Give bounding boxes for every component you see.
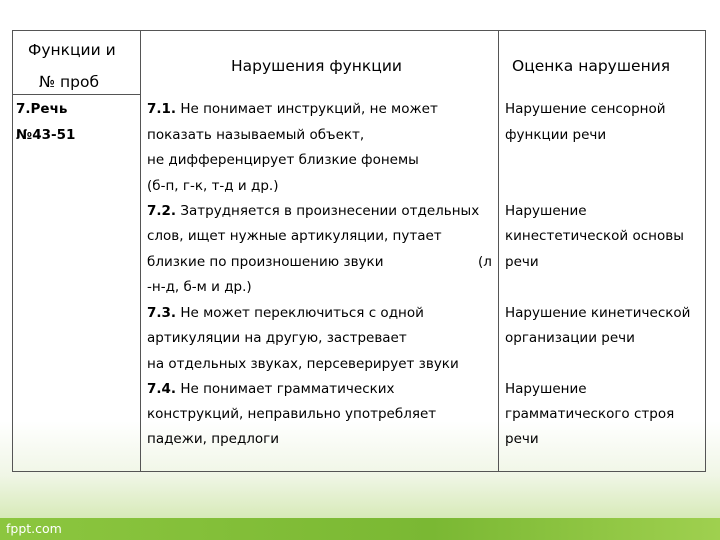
assessment-text: организации речи [505, 330, 635, 346]
impairment-text: (б-п, г-к, т-д и др.) [147, 178, 279, 194]
assessment-text: речи [505, 254, 539, 270]
header-functions: Функции и [28, 41, 116, 59]
impairment-text: -н-д, б-м и др.) [147, 279, 252, 295]
impairment-text: показать называемый объект, [147, 127, 365, 143]
table-row [147, 203, 479, 219]
impairment-text: Не может переключиться с одной [180, 305, 424, 321]
header-impairments: Нарушения функции [231, 57, 402, 75]
row-number: 7.1. [147, 101, 177, 117]
function-name: 7.Речь [16, 101, 68, 117]
footer-bar [0, 518, 720, 540]
impairment-text: Не понимает грамматических [180, 381, 395, 397]
header-divider [13, 94, 141, 95]
impairment-text: на отдельных звуках, персеверирует звуки [147, 356, 459, 372]
assessment-text: речи [505, 431, 539, 447]
row-number: 7.2. [147, 203, 177, 219]
watermark: fppt.com [6, 521, 62, 536]
assessment-text: Нарушение [505, 381, 587, 397]
assessment-text: Нарушение сенсорной [505, 101, 666, 117]
row-number: 7.4. [147, 381, 177, 397]
header-tests: № проб [39, 73, 100, 91]
table-row [147, 381, 395, 397]
column-divider [498, 31, 499, 471]
impairment-text: конструкций, неправильно употребляет [147, 406, 437, 422]
column-divider [140, 31, 141, 471]
assessment-text: кинестетической основы [505, 228, 684, 244]
header-assessment: Оценка нарушения [512, 57, 671, 75]
assessment-text: функции речи [505, 127, 607, 143]
assessment-text: Нарушение кинетической [505, 305, 691, 321]
assessment-text: Нарушение [505, 203, 587, 219]
impairment-text: (л [478, 254, 492, 270]
impairment-text: близкие по произношению звуки [147, 254, 384, 270]
impairment-text: Затрудняется в произнесении отдельных [180, 203, 480, 219]
table-row [147, 305, 424, 321]
row-number: 7.3. [147, 305, 177, 321]
impairment-table [12, 30, 706, 472]
test-numbers: №43-51 [16, 127, 76, 143]
impairment-text: Не понимает инструкций, не может [180, 101, 438, 117]
impairment-text: падежи, предлоги [147, 431, 280, 447]
assessment-text: грамматического строя [505, 406, 675, 422]
impairment-text: не дифференцирует близкие фонемы [147, 152, 419, 168]
table-row [147, 101, 438, 117]
impairment-text: слов, ищет нужные артикуляции, путает [147, 228, 442, 244]
impairment-text: артикуляции на другую, застревает [147, 330, 407, 346]
